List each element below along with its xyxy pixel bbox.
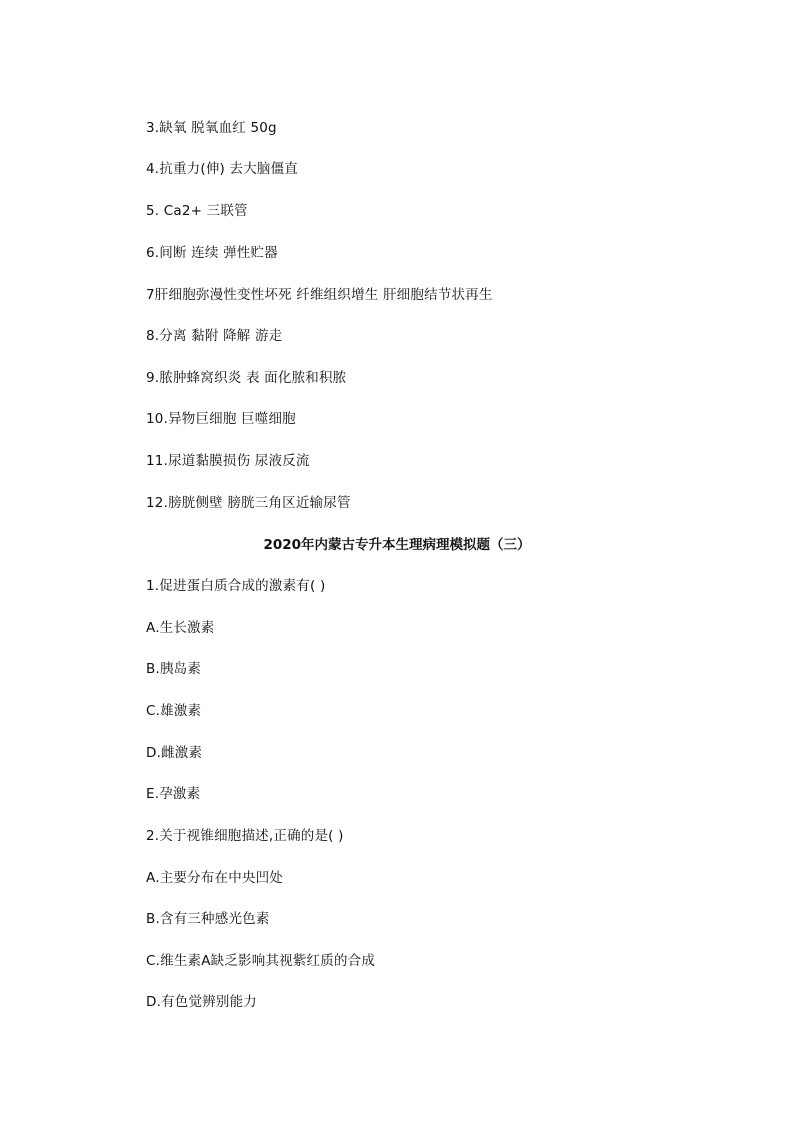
question-option: B.含有三种感光色素: [146, 911, 270, 927]
answer-line: 9.脓肿蜂窝织炎 表 面化脓和积脓: [146, 370, 347, 386]
question-option: E.孕激素: [146, 786, 201, 802]
question-option: C.雄激素: [146, 703, 202, 719]
question-option: B.胰岛素: [146, 661, 202, 677]
section-title: 2020年内蒙古专升本生理病理模拟题（三）: [263, 537, 531, 553]
answer-line: 3.缺氧 脱氧血红 50g: [146, 120, 277, 136]
question-option: D.有色觉辨别能力: [146, 994, 257, 1010]
answer-line: 11.尿道黏膜损伤 尿液反流: [146, 453, 310, 469]
answer-line: 5. Ca2+ 三联管: [146, 203, 248, 219]
question-stem: 2.关于视锥细胞描述,正确的是( ): [146, 828, 344, 844]
answer-line: 4.抗重力(伸) 去大脑僵直: [146, 161, 299, 177]
question-option: C.维生素A缺乏影响其视紫红质的合成: [146, 953, 376, 969]
question-stem: 1.促进蛋白质合成的激素有( ): [146, 578, 326, 594]
question-option: A.主要分布在中央凹处: [146, 870, 283, 886]
answer-line: 8.分离 黏附 降解 游走: [146, 328, 283, 344]
answer-line: 6.间断 连续 弹性贮器: [146, 245, 278, 261]
question-option: D.雌激素: [146, 745, 203, 761]
answer-line: 10.异物巨细胞 巨噬细胞: [146, 411, 296, 427]
question-option: A.生长激素: [146, 620, 215, 636]
answer-line: 7肝细胞弥漫性变性坏死 纤维组织增生 肝细胞结节状再生: [146, 287, 493, 303]
answer-line: 12.膀胱侧壁 膀胱三角区近输尿管: [146, 495, 351, 511]
